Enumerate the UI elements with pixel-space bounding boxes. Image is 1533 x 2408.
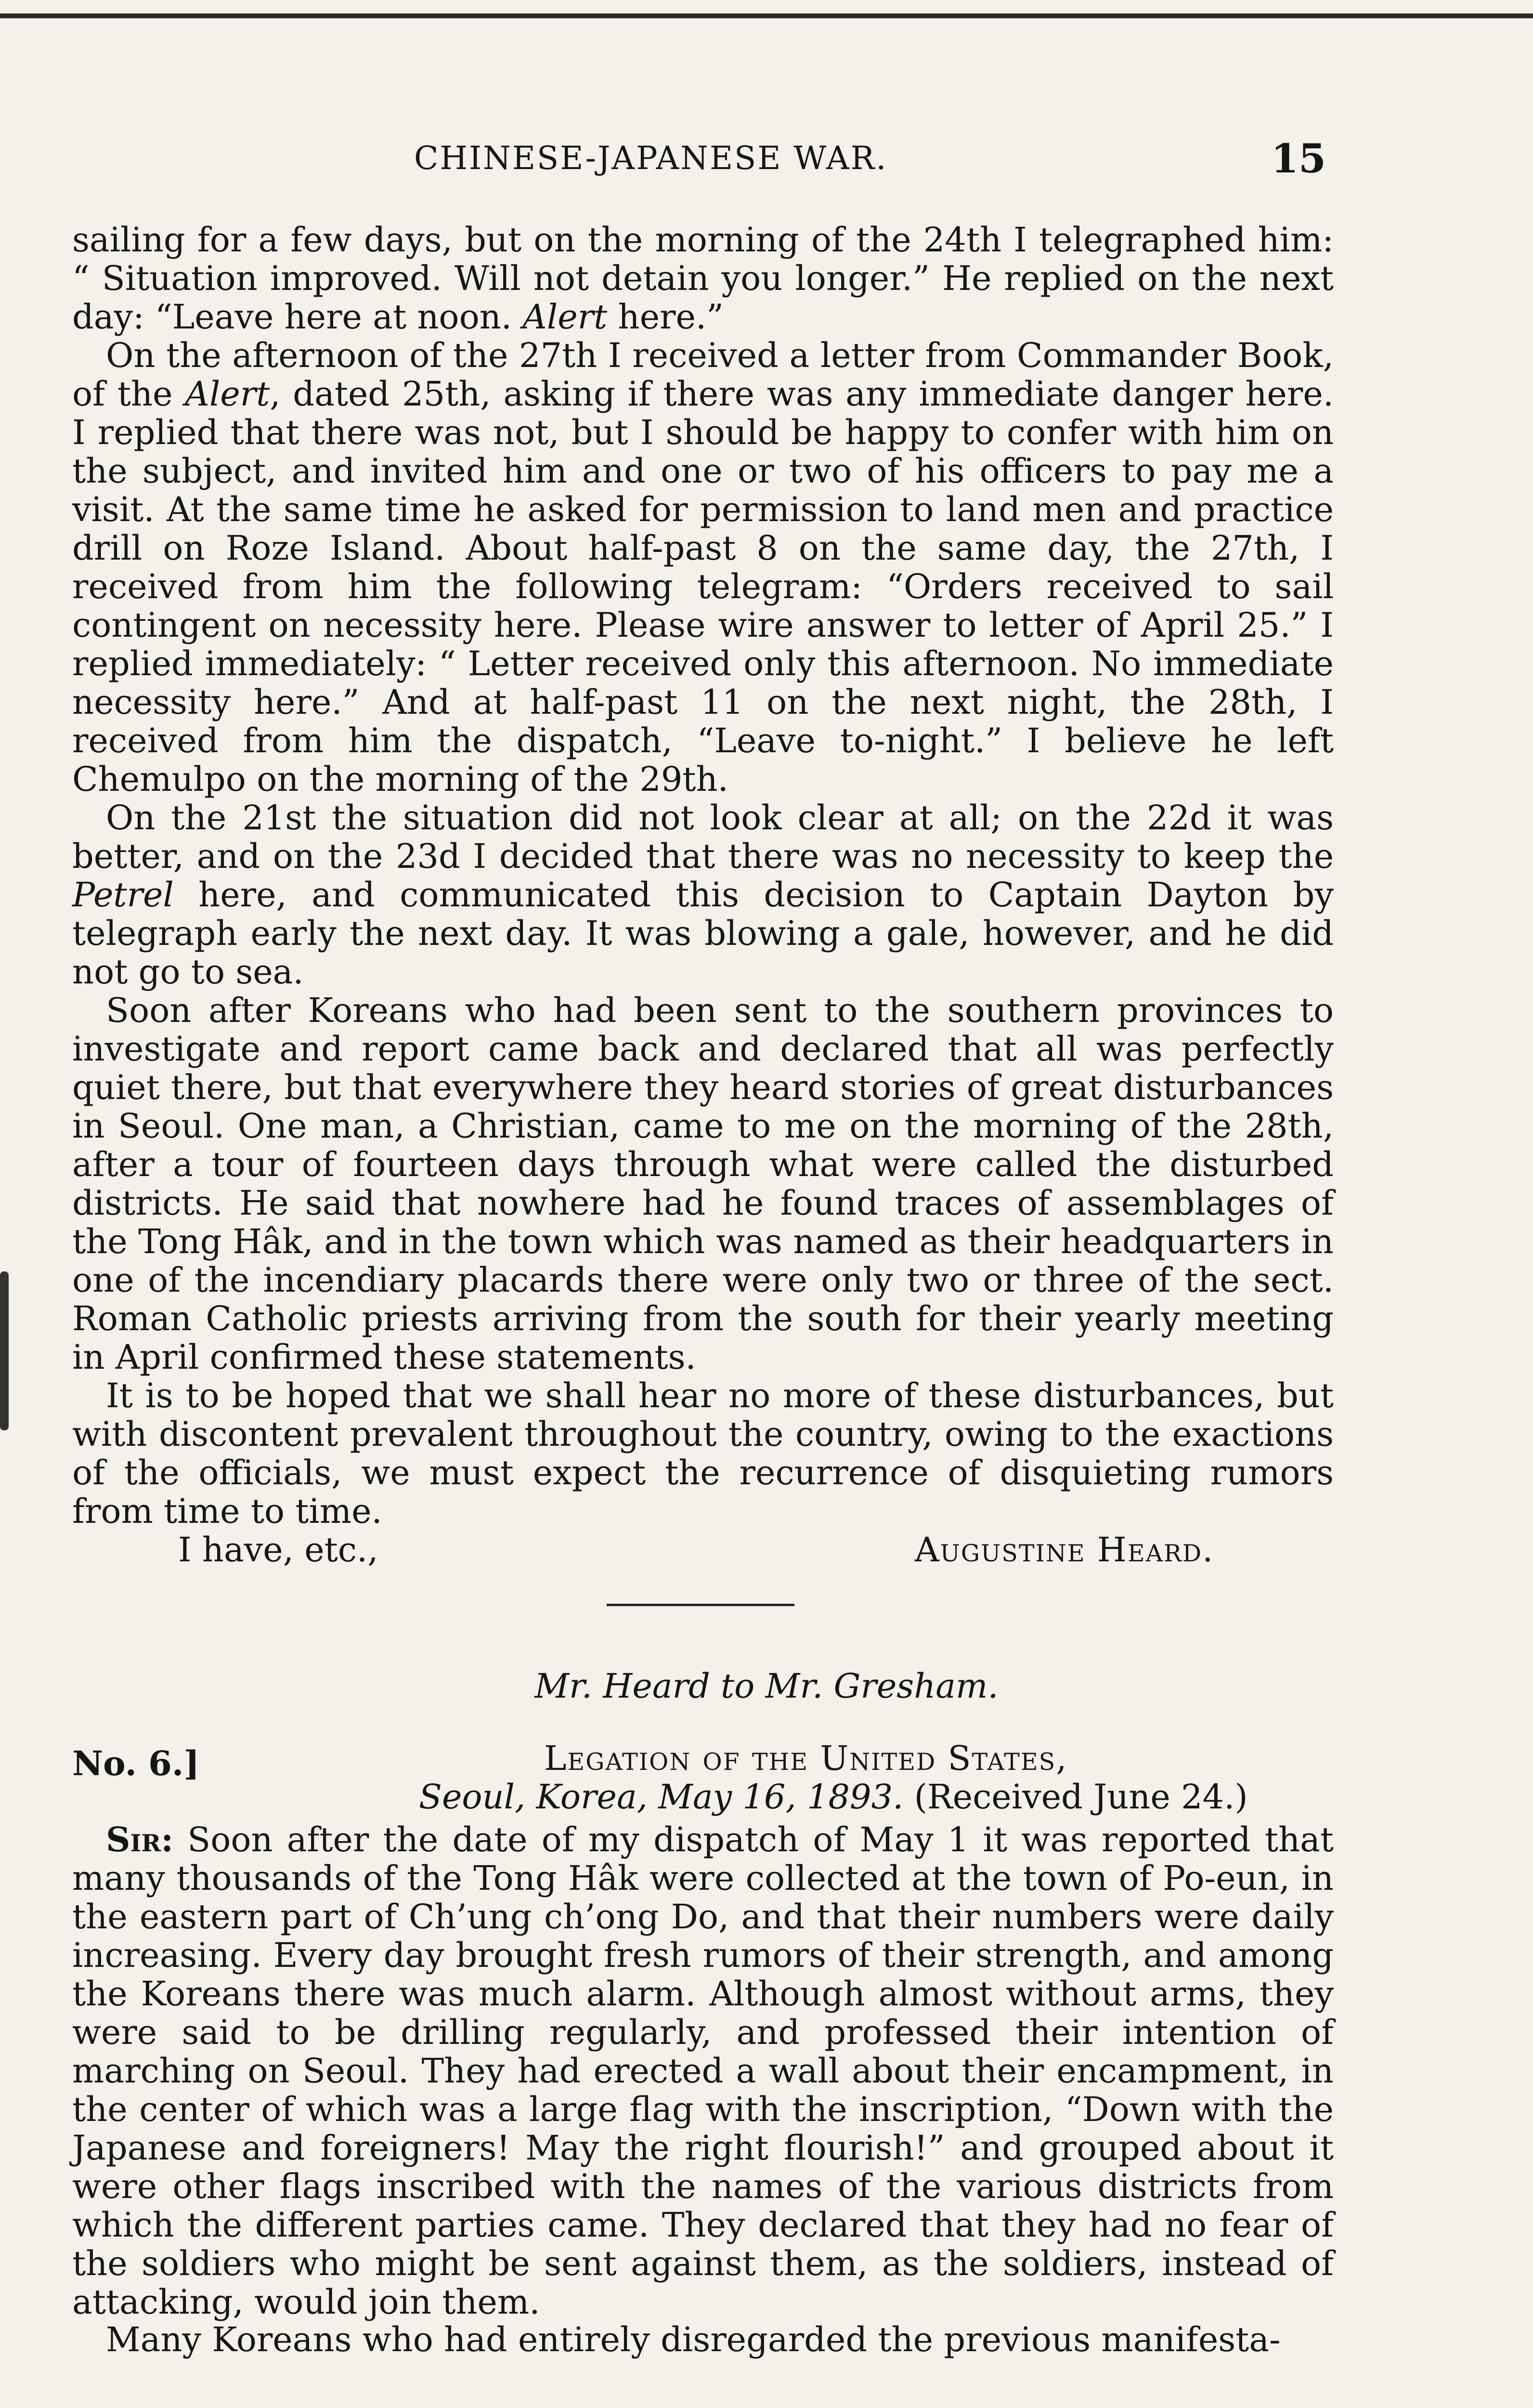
paragraph-4 bbox=[72, 991, 1334, 1376]
dispatch-number: No. 6.] bbox=[72, 1743, 200, 1783]
paragraph-1 bbox=[72, 221, 1334, 336]
received-date: (Received June 24.) bbox=[914, 1777, 1248, 1817]
text-run: Soon after Koreans who had been sent to the southern provinces to investigate and report came back and declared that all was perfectly quiet there, but that everywhere they heard stories of great disturbances in Seoul. One man, a Christian, came to me on the morning of the 28th, after a tour of fourteen days through what were called the disturbed districts. He said that nowhere had he found traces of assemblages of the Tong Hâk, and in the town which was named as their headquarters in one of the incendiary placards there were only two or three of the sect. Roman Catholic priests arriving from the south for their yearly meeting in April confirmed these statements. bbox=[72, 991, 1334, 1377]
section-divider bbox=[607, 1604, 794, 1606]
italic-term: Alert bbox=[185, 374, 270, 414]
text-run: here.” bbox=[607, 297, 724, 337]
closing-phrase: I have, etc., bbox=[178, 1530, 378, 1570]
salutation: Sir: bbox=[106, 1819, 174, 1859]
italic-term: Alert bbox=[522, 297, 608, 337]
signature: Augustine Heard. bbox=[915, 1530, 1214, 1570]
dispatch-location: Seoul, Korea, May 16, 1893. bbox=[419, 1777, 904, 1817]
text-run: On the afternoon of the 27th I received a letter from Commander Book, of the bbox=[72, 336, 1334, 414]
location-date-line bbox=[419, 1777, 1248, 1817]
text-run: , dated 25th, asking if there was any immediate danger here. I replied that there was not, but I should be happy to confer with him on the subject, and invited him and one or two of his officers to pay me a visit. At the same time he asked for permission to land men and practice drill on Roze Island. About half-past 8 on the same day, the 27th, I received from him the following telegram: “Orders received to sail contingent on necessity here. Please wire answer to letter of April 25.” I replied immediately: “ Letter received only this afternoon. No immediate necessity here.” And at half-past 11 on the next night, the 28th, I received from him the dispatch, “Leave to-night.” I believe he left Chemulpo on the morning of the 29th. bbox=[72, 374, 1334, 799]
text-run: Soon after the date of my dispatch of May 1 it was reported that many thousands of the Tong Hâk were collected at the town of Po-eun, in the eastern part of Ch’ung ch’ong Do, and that their numbers were daily increasing. Every day brought fresh rumors of their strength, and among the Koreans there was much alarm. Although almost without arms, they were said to be drilling regularly, and professed their intention of marching on Seoul. They had erected a wall about their encampment, in the center of which was a large flag with the inscription, “Down with the Japanese and foreigners! May the right flourish!” and grouped about it were other flags inscribed with the names of the various districts from which the different parties came. They declared that they had no fear of the soldiers who might be sent against them, as the soldiers, instead of attacking, would join them. bbox=[72, 1820, 1334, 2322]
text-run: It is to be hoped that we shall hear no more of these disturbances, but with discontent prevalent throughout the country, owing to the exactions of the officials, we must expect the recurrence of disquieting rumors from time to time. bbox=[72, 1376, 1334, 1531]
paragraph-3 bbox=[72, 798, 1334, 991]
text-run: On the 21st the situation did not look clear at all; on the 22d it was better, and on the 23d I decided that there was no necessity to keep the bbox=[72, 798, 1334, 876]
page-number: 15 bbox=[1271, 136, 1326, 182]
text-run: here, and communicated this decision to Captain Dayton by telegraph early the next day. It was blowing a gale, however, and he did not go to sea. bbox=[72, 875, 1334, 992]
text-run: Many Koreans who had entirely disregarded the previous manifesta- bbox=[106, 2320, 1281, 2359]
dispatch-heading: Mr. Heard to Mr. Gresham. bbox=[534, 1666, 999, 1706]
text-run: sailing for a few days, but on the morning of the 24th I telegraphed him: “ Situation improved. Will not detain you longer.” He replied on the next day: “Leave here at noon. bbox=[72, 220, 1334, 337]
legation-line: Legation of the United States, bbox=[544, 1739, 1068, 1778]
italic-term: Petrel bbox=[72, 875, 174, 915]
running-head: CHINESE-JAPANESE WAR. bbox=[414, 140, 888, 177]
paragraph-5 bbox=[72, 1376, 1334, 1531]
dispatch-paragraph-2 bbox=[72, 2320, 1334, 2359]
paragraph-2 bbox=[72, 336, 1334, 798]
margin-ink-mark bbox=[0, 1271, 9, 1430]
top-border-rule bbox=[0, 13, 1533, 18]
dispatch-paragraph-1 bbox=[72, 1820, 1334, 2321]
